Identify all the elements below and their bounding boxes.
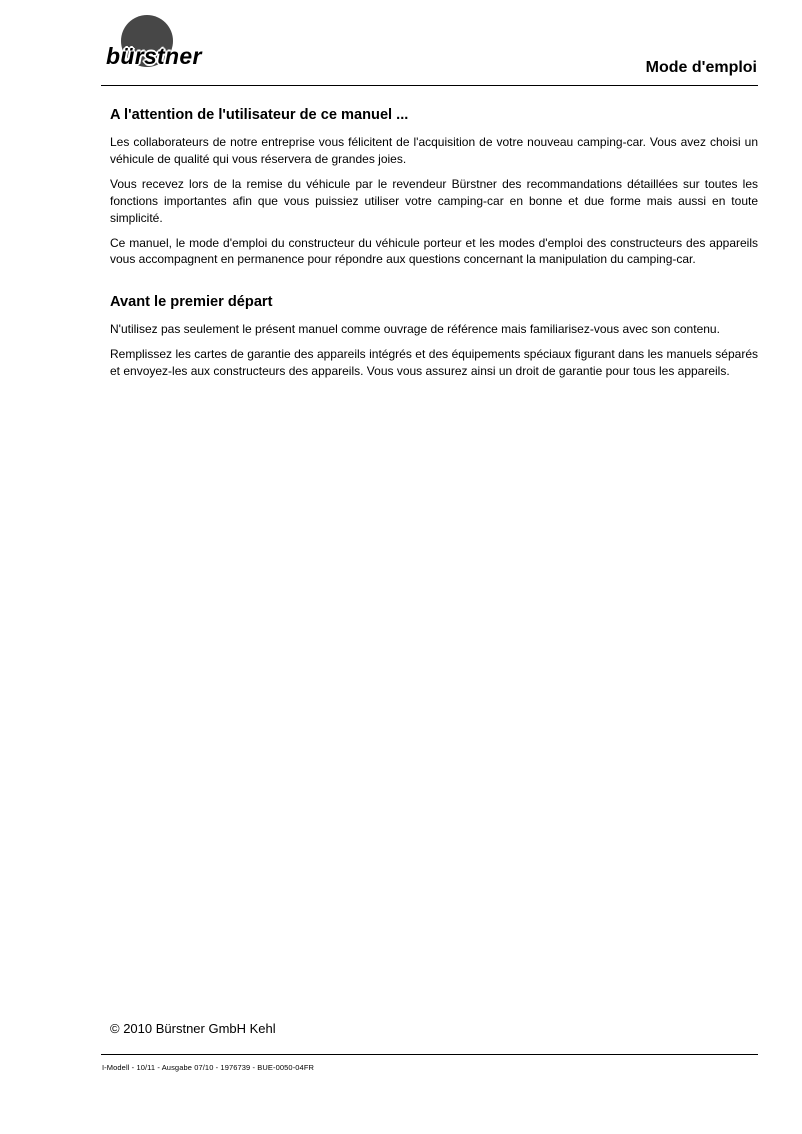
paragraph: Vous recevez lors de la remise du véhicule par le revendeur Bürstner des recommandations détaillées sur toutes les fonctions importantes afin que vous puissiez utiliser votre camping-car en bonne et due forme mais aussi en toute simplicité. bbox=[110, 176, 758, 225]
content-area bbox=[110, 107, 758, 406]
paragraph: Remplissez les cartes de garantie des appareils intégrés et des équipements spéciaux figurant dans les manuels séparés et envoyez-les aux constructeurs des appareils. Vous vous assurez ainsi un droit de garantie pour tous les appareils. bbox=[110, 347, 758, 379]
paragraph: Ce manuel, le mode d'emploi du constructeur du véhicule porteur et les modes d'emploi des constructeurs des appareils vous accompagnent en permanence pour répondre aux questions concernant la manipulation du camping-car. bbox=[110, 235, 758, 267]
copyright-line: © 2010 Bürstner GmbH Kehl bbox=[110, 1021, 276, 1036]
logo-wordmark: bürstner bbox=[106, 43, 202, 69]
section-avant-premier-depart bbox=[110, 294, 758, 380]
paragraph: Les collaborateurs de notre entreprise vous félicitent de l'acquisition de votre nouveau camping-car. Vous avez choisi un véhicule de qualité qui vous réservera de grandes joies. bbox=[110, 135, 758, 166]
page-title: Mode d'emploi bbox=[645, 59, 757, 76]
section-heading: A l'attention de l'utilisateur de ce manuel ... bbox=[110, 107, 409, 123]
section-attention-utilisateur bbox=[110, 107, 758, 268]
buerstner-logo bbox=[106, 15, 236, 79]
section-heading: Avant le premier départ bbox=[110, 294, 273, 311]
header-rule bbox=[101, 85, 758, 86]
paragraph: N'utilisez pas seulement le présent manuel comme ouvrage de référence mais familiarisez-vous avec son contenu. bbox=[110, 322, 720, 337]
document-reference: I-Modell - 10/11 - Ausgabe 07/10 - 1976739 - BUE-0050-04FR bbox=[102, 1063, 315, 1072]
footer-rule bbox=[101, 1054, 758, 1055]
